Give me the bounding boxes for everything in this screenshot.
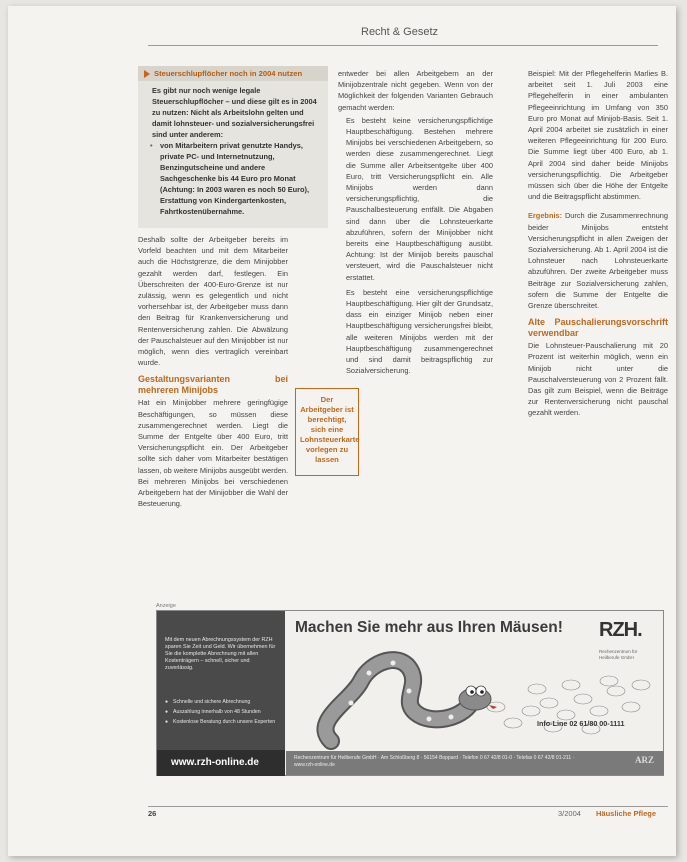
- article-column-2: [338, 68, 493, 376]
- rzh-logo-text: RZH.: [599, 619, 642, 641]
- ad-left-panel: [157, 611, 285, 776]
- section-rubric: Recht & Gesetz: [353, 26, 446, 38]
- ad-left-text: Mit dem neuen Abrechnungssystem der RZH sparen Sie Zeit und Geld. Wir übernehmen für Sie die komplette Abrechnung mit allen Kostenträgern – schnell, sicher und zuverlässig.: [165, 637, 276, 671]
- issue-number: 3/2004: [558, 809, 581, 818]
- snake-head: [459, 686, 497, 710]
- col3-paragraph-2: Durch die Zusammenrechnung beider Minijobs entsteht Versicherungspflicht in allen Zweigen der Sozialversicherung. Ab 1. April 2004 ist die Lohnsteuer nach Lohnsteuerkarte abzuführen. Der zweite Arbeitgeber muss Beiträge zur Sozialversicherung zahlen, sofern die Summe der Entgelte die Grenze überschreitet.: [528, 211, 669, 311]
- tip-box-intro: Es gibt nur noch wenige legale Steuerschlupflöcher – und diese gilt es in 2004 zu nutzen: Nicht als Arbeitslohn gelten und damit lohnsteuer- und sozialversicherungsfrei sind unter anderem:: [152, 86, 317, 139]
- ad-footer-text: Rechenzentrum für Heilberufe GmbH · Am Schloßberg 8 · 56154 Boppard · Telefon 0 67 42/8 01-0 · Telefax 0 67 42/8 01-211 · www.rzh-online.de: [294, 755, 575, 768]
- advertisement[interactable]: [156, 610, 664, 776]
- col2-bullet-1: Es besteht keine versicherungspflichtige Hauptbeschäftigung. Bestehen mehrere Minijobs bei verschiedenen Arbeitgebern, so werden diese zusammengerechnet. Liegt die Summe aller Arbeitsentgelte über 400 Euro, tritt Versicherungspflicht ein. Alle Minijobs werden dann versicherungspflichtig, die Pauschalbesteuerung entfällt. Die Abgaben sind dann über die Lohnsteuerkarte abzuführen, sofern der Minijobber nicht bereits eine Hauptbeschäftigung ausübt. Achtung: Ist der Minijob bereits pauschal versteuert, wird die Pauschalsteuer nicht erstattet.: [346, 115, 493, 282]
- col3-lead: Ergebnis:: [528, 211, 563, 221]
- ad-url-link[interactable]: www.rzh-online.de: [157, 750, 285, 776]
- snake-illustration: [291, 641, 661, 751]
- col2-paragraph-1: entweder bei allen Arbeitgebern an der Minijobzentrale nicht gegeben. Wenn von der Möglichkeit der folgenden Varianten Gebrauch gemacht werden:: [338, 69, 493, 112]
- col1-subheading: Gestaltungsvarianten bei mehreren Minijobs: [138, 374, 288, 395]
- tip-box-title: Steuerschlupflöcher noch in 2004 nutzen: [138, 66, 328, 81]
- ad-footer-bar: [286, 751, 664, 775]
- col2-bullet-2: Es besteht eine versicherungspflichtige Hauptbeschäftigung. Hier gilt der Grundsatz, dass ein einziger Minijob neben einer Hauptbeschäftigung versicherungsfrei bleibt, alle weiteren Minijobs werden mit der Hauptbeschäftigung zusammengerechnet und sind damit beitragspflichtig zur Sozialversicherung.: [346, 287, 493, 376]
- ad-infoline: Info-Line 02 61/80 00-1111: [537, 719, 625, 728]
- ad-bullet: ● Schnelle und sichere Abrechnung: [165, 699, 277, 706]
- page-header: [148, 28, 658, 46]
- ad-headline: Machen Sie mehr aus Ihren Mäusen!: [295, 619, 563, 636]
- article-column-3: [528, 68, 668, 419]
- magazine-page: [8, 6, 676, 856]
- col3-paragraph-1: Beispiel: Mit der Pflegehelferin Marlies B. arbeitet seit 1. Juli 2003 eine Pflegehelferin in einer ambulanten Pflegeeinrichtung im Umfang von 350 Euro pro Monat auf Minijob-Basis. Seit 1. April 2004 arbeitet sie zusätzlich in einer weiteren Pflegeeinrichtung für 200 Euro. Die Summe liegt über 400 Euro, ab 1. April 2004 sind daher beide Minijobs versicherungspflichtig. Die Arbeitgeber müssen sich über die Höhe der Entgelte und die Beitragspflicht abstimmen.: [528, 69, 668, 202]
- col1-paragraph-1: Deshalb sollte der Arbeitgeber bereits im Vorfeld beachten und mit dem Mitarbeiter auch die Höchstgrenze, die dem Minijobber gezahlt werden darf, festlegen. Ein Überschreiten der 400-Euro-Grenze ist nur zulässig, wenn es gelegentlich und nicht vorhersehbar ist, der Arbeitgeber muss dann den Beitrag für Krankenversicherung und Rentenversicherung zahlen. Die Abwälzung der Pauschalsteuer auf den Minijobber ist nur möglich, wenn dies vertraglich vereinbart wurde.: [138, 235, 288, 368]
- article-column-1: [138, 234, 288, 509]
- magazine-title: Häusliche Pflege: [596, 809, 657, 818]
- col3-subheading: Alte Pauschalierungsvorschrift verwendbar: [528, 317, 668, 338]
- page-footer: [148, 806, 668, 818]
- ad-footer-brand: ARZ: [634, 755, 654, 765]
- rzh-logo-subtitle: Rechenzentrum für Heilberufe GmbH: [599, 649, 638, 660]
- ad-label: Anzeige: [156, 603, 176, 609]
- ad-bullet: ● Auszahlung innerhalb von 48 Stunden: [165, 709, 277, 716]
- tip-box-body: [138, 81, 328, 217]
- col3-paragraph-3: Die Lohnsteuer-Pauschalierung mit 20 Prozent ist weiterhin möglich, wenn ein Minijob nicht unter die Pauschalversteuerung von 2 Prozent fällt. Das gilt zum Beispiel, wenn die Beiträge zur Rentenversicherung nicht pauschal gezahlt werden.: [528, 341, 668, 418]
- col1-paragraph-2: Hat ein Minijobber mehrere geringfügige Beschäftigungen, so müssen diese zusammengerechnet werden. Liegt die Summe der Entgelte über 400 Euro, tritt Versicherungspflicht ein. Der Arbeitgeber sollte sich daher vom Mitarbeiter bestätigen lassen, ob weitere Minijobs ausgeübt werden. Bei mehreren Minijobs bei verschiedenen Arbeitgebern hat der Minijobber die Wahl der Besteuerung.: [138, 398, 288, 509]
- page-number: 26: [148, 809, 157, 818]
- ad-bullet-list: [165, 699, 277, 729]
- pull-quote: Der Arbeitgeber ist berechtigt, sich eine Lohnsteuerkarte vorlegen zu lassen: [295, 388, 359, 476]
- tip-box-bullet: • von Mitarbeitern privat genutzte Handys, private PC- und Internetnutzung, Benzingutscheine und andere Sachgeschenke bis 44 Euro pro Monat (Achtung: In 2003 waren es noch 50 Euro), Erstattung von Kindergartenkosten, Fahrtkostenübernahme.: [152, 140, 320, 217]
- tip-box: [138, 66, 328, 228]
- ad-bullet: ● Kostenlose Beratung durch unsere Experten: [165, 719, 277, 726]
